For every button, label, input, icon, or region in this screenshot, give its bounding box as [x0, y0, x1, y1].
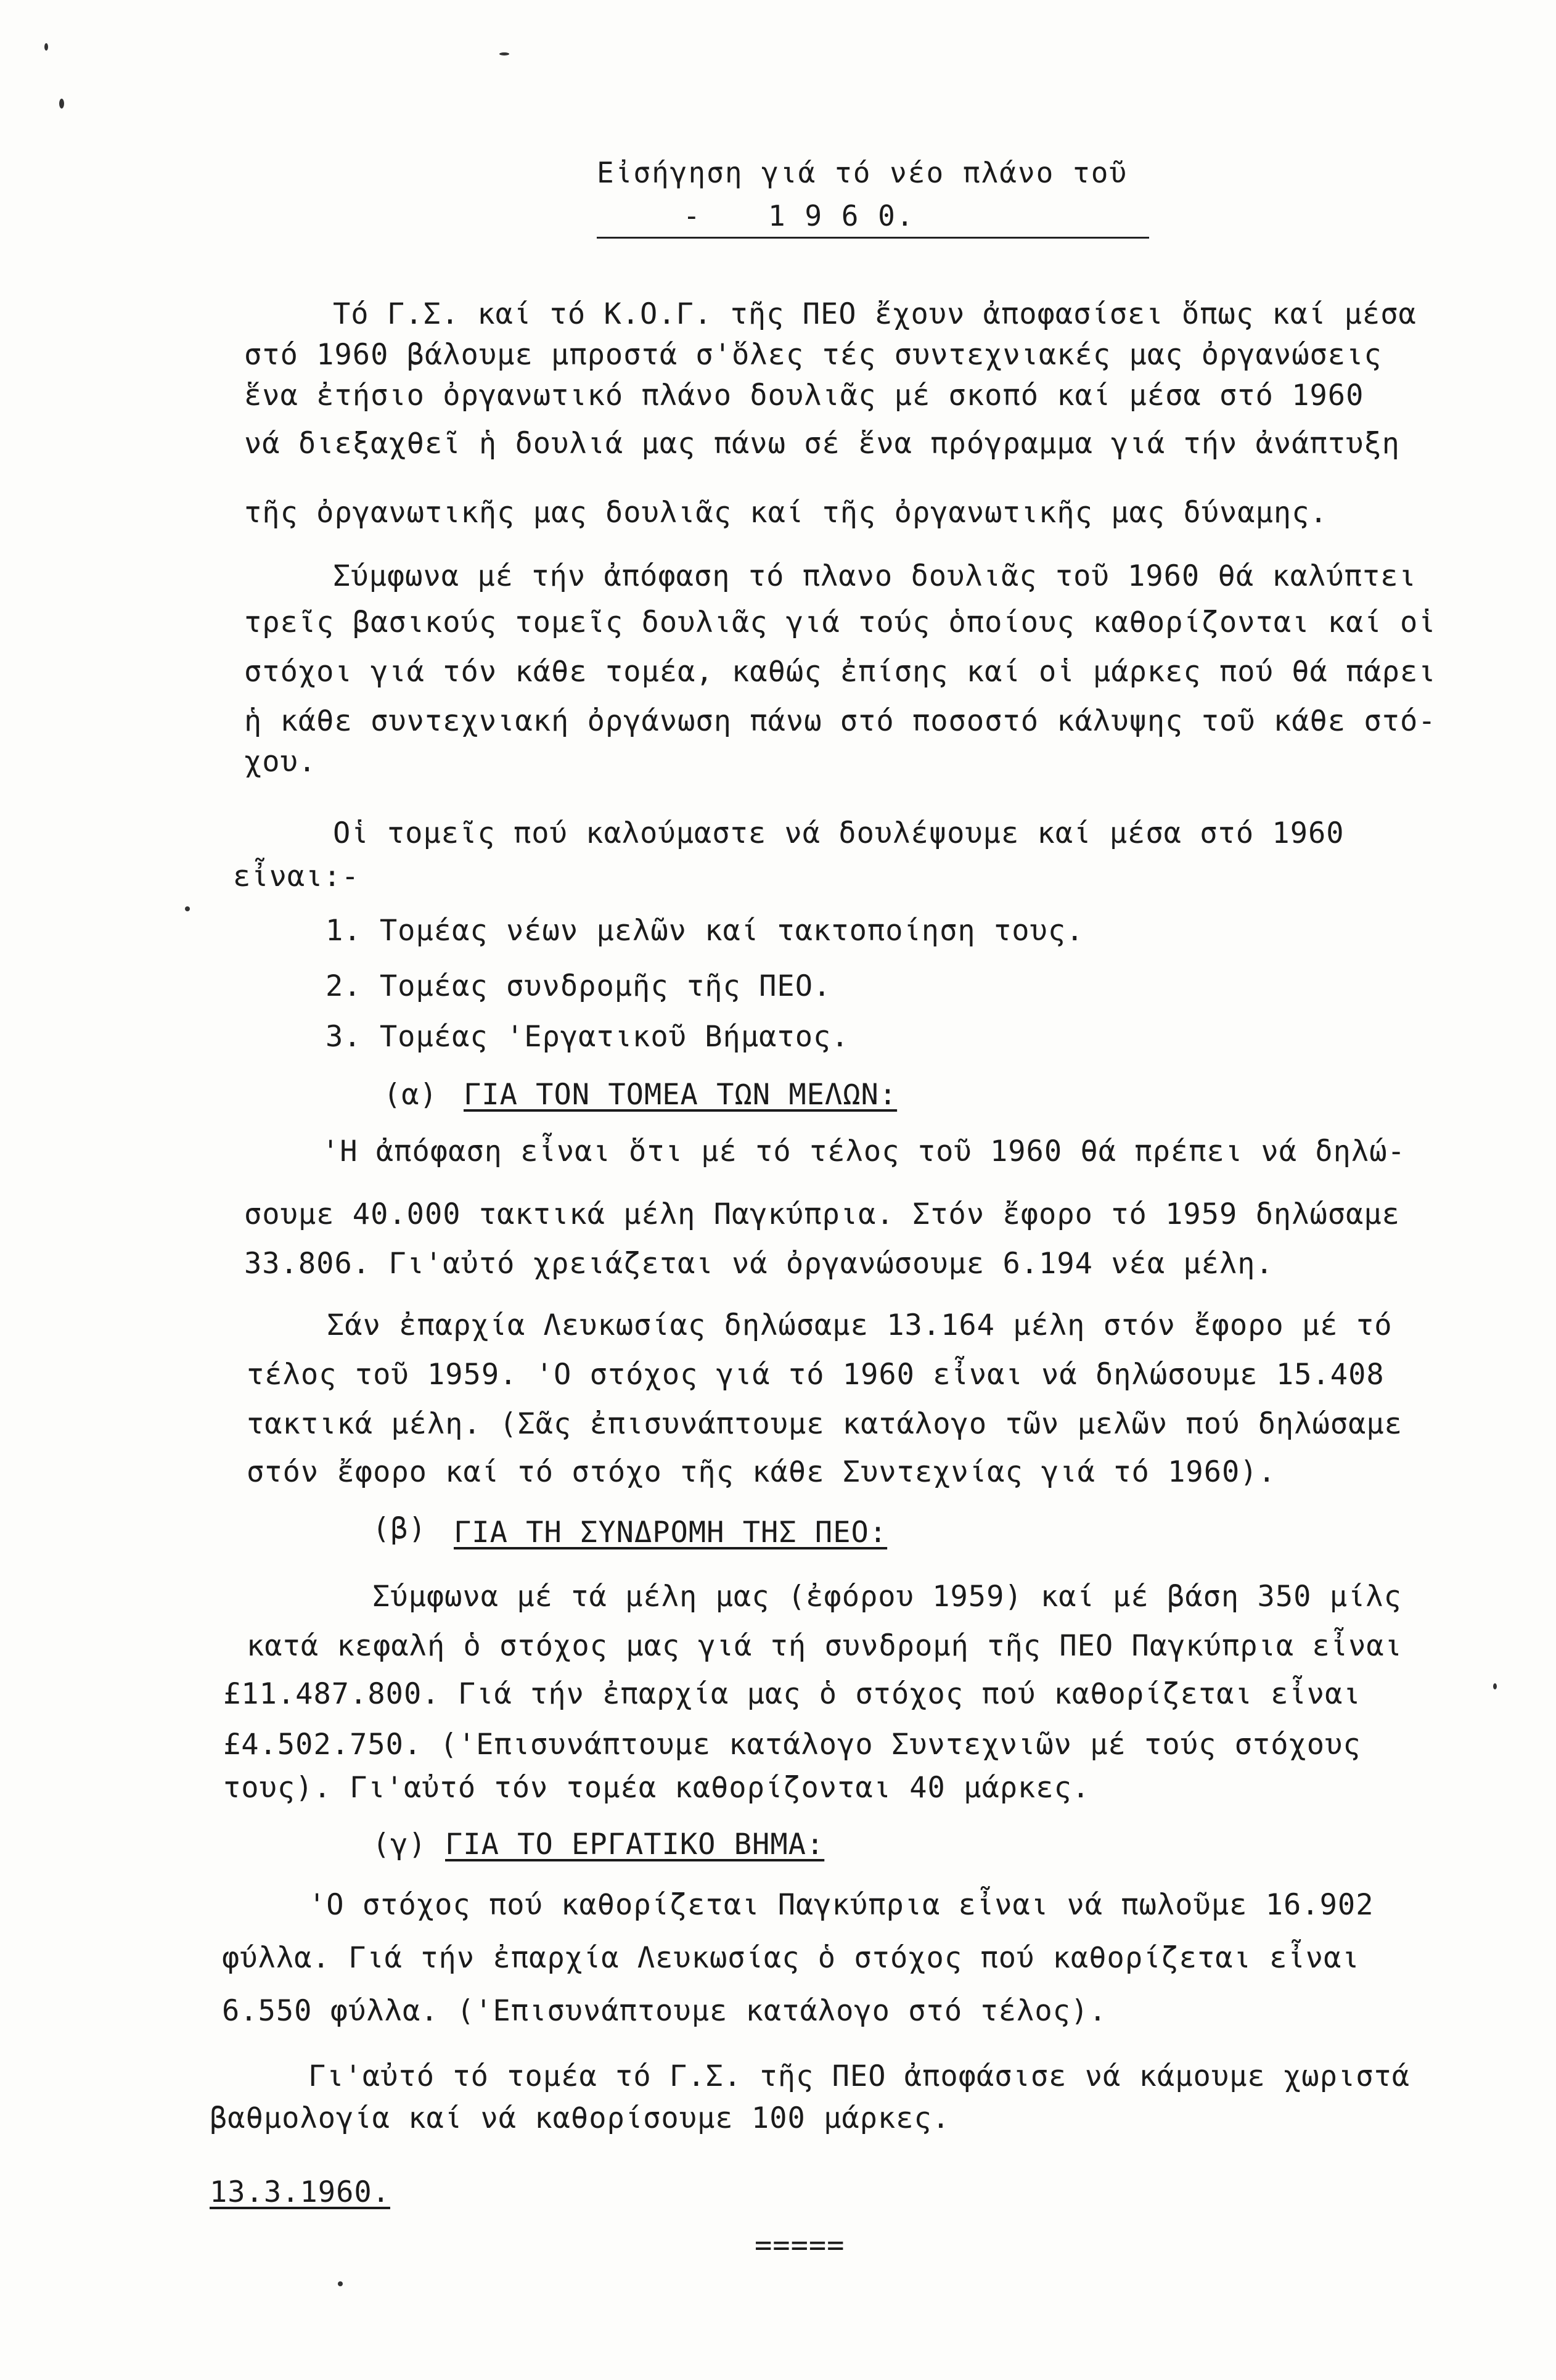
scan-speck [44, 43, 48, 51]
paragraph-line: χου. [244, 745, 317, 779]
intro-line: τῆς ὀργανωτικῆς μας δουλιᾶς καί τῆς ὀργανωτικῆς μας δύναμης. [244, 496, 1328, 530]
section-c-line: φύλλα. Γιά τήν ἐπαρχία Λευκωσίας ὁ στόχος πού καθορίζεται εἶναι [222, 1941, 1360, 1975]
section-a-line: στόν ἔφορο καί τό στόχο τῆς κάθε Συντεχνίας γιά τό 1960). [247, 1455, 1276, 1489]
paragraph-line: τρεῖς βασικούς τομεῖς δουλιᾶς γιά τούς ὁποίους καθορίζονται καί οἱ [244, 605, 1436, 639]
section-b-heading: ΓΙΑ ΤΗ ΣΥΝΔΡΟΜΗ ΤΗΣ ΠΕΟ: [454, 1516, 888, 1549]
scan-speck [1493, 1683, 1497, 1689]
document-title: Εἰσήγηση γιά τό νέο πλάνο τοῦ [597, 156, 1128, 189]
scan-speck [338, 2281, 343, 2286]
paragraph-line: Οἱ τομεῖς πού καλούμαστε νά δουλέψουμε καί μέσα στό 1960 [333, 816, 1345, 850]
intro-line: Τό Γ.Σ. καί τό Κ.Ο.Γ. τῆς ΠΕΟ ἔχουν ἀποφασίσει ὅπως καί μέσα [333, 297, 1417, 331]
document-date: 13.3.1960. [210, 2175, 390, 2209]
title-year: 1 9 6 0. [768, 199, 915, 232]
section-b-line: κατά κεφαλή ὁ στόχος μας γιά τή συνδρομή τῆς ΠΕΟ Παγκύπρια εἶναι [247, 1629, 1402, 1663]
section-a-line: 33.806. Γι'αὐτό χρειάζεται νά ὀργανώσουμε 6.194 νέα μέλη. [244, 1247, 1274, 1281]
section-b-line: τους). Γι'αὐτό τόν τομέα καθορίζονται 40 μάρκες. [223, 1771, 1091, 1805]
section-c-heading: ΓΙΑ ΤΟ ΕΡΓΑΤΙΚΟ ΒΗΜΑ: [445, 1828, 825, 1861]
section-b-prefix: (β) [372, 1512, 445, 1546]
section-c-line: βαθμολογία καί νά καθορίσουμε 100 μάρκες. [210, 2101, 951, 2135]
section-a-line: Σάν ἐπαρχία Λευκωσίας δηλώσαμε 13.164 μέλη στόν ἔφορο μέ τό [327, 1308, 1393, 1342]
section-a-line: τακτικά μέλη. (Σᾶς ἐπισυνάπτουμε κατάλογο τῶν μελῶν πού δηλώσαμε [247, 1407, 1402, 1441]
paragraph-line: Σύμφωνα μέ τήν ἀπόφαση τό πλανο δουλιᾶς τοῦ 1960 θά καλύπτει [333, 559, 1417, 593]
paragraph-line: εἶναι:- [233, 860, 360, 893]
paragraph-line: στόχοι γιά τόν κάθε τομέα, καθώς ἐπίσης καί οἱ μάρκες πού θά πάρει [244, 655, 1436, 689]
title-dash: - [683, 199, 702, 232]
list-item: 1. Τομέας νέων μελῶν καί τακτοποίηση τους. [326, 914, 1084, 948]
title-underline [597, 237, 1149, 239]
section-b-line: £4.502.750. ('Επισυνάπτουμε κατάλογο Συντεχνιῶν μέ τούς στόχους [223, 1728, 1361, 1762]
list-item: 3. Τομέας 'Εργατικοῦ Βήματος. [326, 1020, 850, 1054]
section-c-prefix: (γ) [372, 1828, 445, 1861]
section-a-line: τέλος τοῦ 1959. 'Ο στόχος γιά τό 1960 εἶναι νά δηλώσουμε 15.408 [247, 1358, 1385, 1392]
list-item: 2. Τομέας συνδρομῆς τῆς ΠΕΟ. [326, 969, 832, 1003]
scan-speck [185, 906, 190, 911]
end-mark: ===== [755, 2228, 845, 2262]
section-c-line: 6.550 φύλλα. ('Επισυνάπτουμε κατάλογο στό τέλος). [222, 1994, 1107, 2028]
section-b-line: Σύμφωνα μέ τά μέλη μας (ἐφόρου 1959) καί μέ βάση 350 μίλς [372, 1580, 1402, 1614]
intro-line: νά διεξαχθεῖ ἡ δουλιά μας πάνω σέ ἕνα πρόγραμμα γιά τήν ἀνάπτυξη [244, 427, 1400, 461]
section-a-heading: ΓΙΑ ΤΟΝ ΤΟΜΕΑ ΤΩΝ ΜΕΛΩΝ: [464, 1078, 898, 1112]
scan-speck [499, 52, 509, 55]
paragraph-line: ἡ κάθε συντεχνιακή ὀργάνωση πάνω στό ποσοστό κάλυψης τοῦ κάθε στό- [244, 704, 1436, 738]
scan-speck [59, 99, 64, 109]
section-a-line: σουμε 40.000 τακτικά μέλη Παγκύπρια. Στόν ἔφορο τό 1959 δηλώσαμε [244, 1197, 1400, 1231]
intro-line: ἕνα ἐτήσιο ὀργανωτικό πλάνο δουλιᾶς μέ σκοπό καί μέσα στό 1960 [244, 379, 1364, 412]
section-a-prefix: (α) [383, 1078, 456, 1112]
section-c-line: 'Ο στόχος πού καθορίζεται Παγκύπρια εἶναι νά πωλοῦμε 16.902 [308, 1888, 1374, 1922]
section-b-line: £11.487.800. Γιά τήν ἐπαρχία μας ὁ στόχος πού καθορίζεται εἶναι [223, 1677, 1361, 1711]
intro-line: στό 1960 βάλουμε μπροστά σ'ὅλες τές συντεχνιακές μας ὀργανώσεις [244, 338, 1382, 372]
section-c-line: Γι'αὐτό τό τομέα τό Γ.Σ. τῆς ΠΕΟ ἀποφάσισε νά κάμουμε χωριστά [308, 2059, 1411, 2093]
section-a-line: 'Η ἀπόφαση εἶναι ὅτι μέ τό τέλος τοῦ 1960 θά πρέπει νά δηλώ- [322, 1135, 1406, 1168]
